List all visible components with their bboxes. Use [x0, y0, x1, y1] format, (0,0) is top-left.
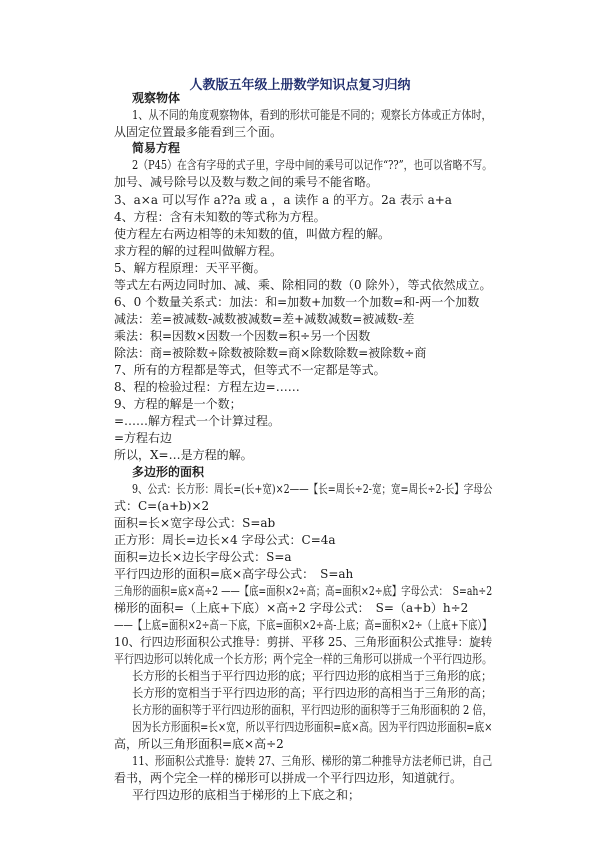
text-line: 长方形的长相当于平行四边形的底；平行四边形的底相当于三角形的底；: [132, 669, 493, 683]
text-line: 长方形的面积等于平行四边形的面积，平行四边形的面积等于三角形面积的 2 倍，: [132, 703, 493, 717]
text-line: 减法：差=被减数-减数被减数=差+减数减数=被减数-差: [114, 312, 415, 326]
text-line: 求方程的解的过程叫做解方程。: [114, 244, 283, 258]
text-line: 乘法：积=因数×因数一个因数=积÷另一个因数: [114, 329, 371, 343]
text-line: 10、行四边形面积公式推导：剪拼、平移 25、三角形面积公式推导：旋转: [114, 635, 493, 649]
text-line: 6、0 个数量关系式：加法：和=加数+加数一个加数=和-两一个加数: [114, 295, 480, 309]
text-line: 三角形的面积=底×高÷2 ——【底=面积×2÷高；高=面积×2÷底】字母公式： S=ah÷2: [114, 584, 493, 598]
section-heading-observe: 观察物体: [132, 91, 181, 105]
text-line: 面积=长×宽字母公式：S=ab: [114, 516, 276, 530]
text-line: 式：C=(a+b)×2: [114, 499, 210, 513]
text-line: 2（P45）在含有字母的式子里，字母中间的乘号可以记作“??”，也可以省略不写。: [132, 158, 493, 172]
section-heading-equation: 简易方程: [132, 141, 181, 155]
text-line: 平行四边形的面积=底×高字母公式： S=ah: [114, 567, 354, 581]
text-line: 4、方程：含有未知数的等式称为方程。: [114, 210, 326, 224]
text-line: 等式左右两边同时加、减、乘、除相同的数（0 除外），等式依然成立。: [114, 278, 492, 292]
text-line: 9、公式：长方形：周长=(长+宽)×2——【长=周长÷2-宽；宽=周长÷2-长】字母公: [132, 482, 493, 496]
text-line: ——【上底=面积×2÷高－下底，下底=面积×2÷高-上底；高=面积×2÷（上底+下底）】: [114, 618, 492, 632]
text-line: 从固定位置最多能看到三个面。: [114, 125, 283, 139]
text-line: 正方形：周长=边长×4 字母公式：C=4a: [114, 533, 336, 547]
text-line: =……解方程式一个计算过程。: [114, 414, 281, 428]
text-line: 使方程左右两边相等的未知数的值，叫做方程的解。: [114, 227, 391, 241]
section-heading-polygon-area: 多边形的面积: [132, 465, 205, 479]
text-line: 高，所以三角形面积=底×高÷2: [114, 737, 284, 751]
text-line: 1、从不同的角度观察物体，看到的形状可能是不同的；观察长方体或正方体时，: [132, 108, 492, 122]
text-line: 平行四边形可以转化成一个长方形；两个完全一样的三角形可以拼成一个平行四边形。: [114, 652, 493, 666]
text-line: 11、形面积公式推导：旋转 27、三角形、梯形的第二种推导方法老师已讲，自己: [132, 754, 493, 768]
text-line: 平行四边形的底相当于梯形的上下底之和；: [132, 788, 361, 802]
text-line: 梯形的面积=（上底+下底）×高÷2 字母公式： S=（a+b）h÷2: [114, 601, 469, 615]
text-line: 9、方程的解是一个数；: [114, 397, 242, 411]
text-line: 7、所有的方程都是等式，但等式不一定都是等式。: [114, 363, 386, 377]
page-title: 人教版五年级上册数学知识点复习归纳: [189, 78, 411, 93]
text-line: 面积=边长×边长字母公式：S=a: [114, 550, 292, 564]
text-line: 所以，X=…是方程的解。: [114, 448, 253, 462]
text-line: 长方形的宽相当于平行四边形的高；平行四边形的高相当于三角形的高；: [132, 686, 493, 700]
text-line: 除法：商=被除数÷除数被除数=商×除数除数=被除数÷商: [114, 346, 427, 360]
text-line: =方程右边: [114, 431, 173, 445]
text-line: 加号、减号除号以及数与数之间的乘号不能省略。: [114, 175, 379, 189]
text-line: 5、解方程原理：天平平衡。: [114, 261, 266, 275]
text-line: 3、a×a 可以写作 a??a 或 a ，a 读作 a 的平方。2a 表示 a+a: [114, 193, 452, 207]
text-line: 8、程的检验过程：方程左边=……: [114, 380, 300, 394]
text-line: 因为长方形面积=长×宽，所以平行四边形面积=底×高。因为平行四边形面积=底×: [132, 720, 493, 734]
text-line: 看书，两个完全一样的梯形可以拼成一个平行四边形，知道就行。: [114, 771, 463, 785]
